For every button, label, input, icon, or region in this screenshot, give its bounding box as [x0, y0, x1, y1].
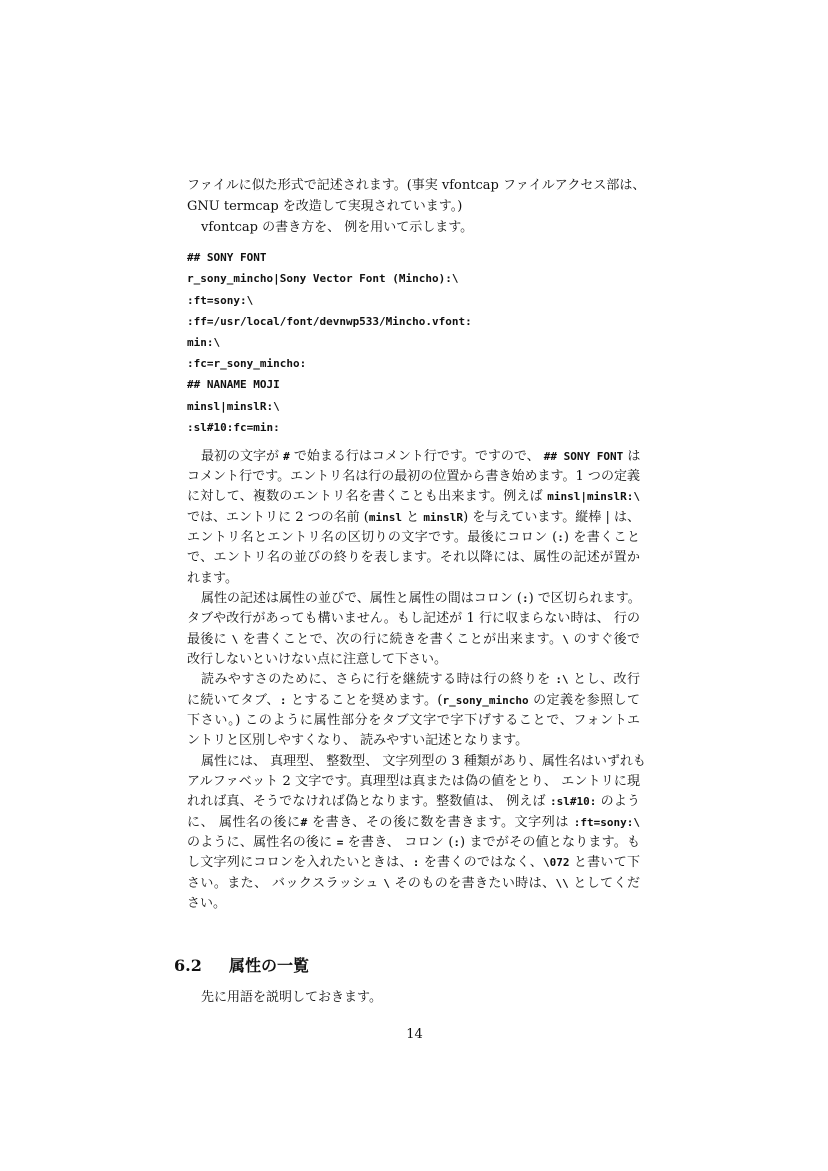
code-text: \	[562, 633, 569, 646]
paragraph-line	[187, 854, 640, 871]
text: を書き、 コロン (	[343, 835, 454, 850]
code-line: :fc=r_sony_mincho:	[187, 357, 307, 370]
paragraph-line: れます。	[187, 571, 238, 586]
text: のように、属性名の後に	[187, 835, 337, 850]
text: そのものを書きたい時は、	[389, 876, 556, 891]
code-line: ## SONY FONT	[187, 251, 267, 264]
text: 属性の記述は属性の並びで、属性と属性の間はコロン (	[201, 591, 522, 606]
paragraph-line	[187, 793, 640, 810]
text: ファイルアクセス部は、	[498, 178, 646, 193]
code-text: :	[453, 836, 461, 849]
text: ) で区切られます。	[528, 591, 641, 606]
paragraph-line	[201, 590, 640, 607]
code-line: min:\	[187, 336, 221, 349]
paragraph-line: タブや改行があっても構いません。もし記述が 1 行に収まらない時は、 行の	[187, 611, 640, 626]
text: を書き、その後に数を書きます。文字列は	[307, 815, 574, 830]
code-line: :sl#10:fc=min:	[187, 421, 280, 434]
code-text: minslR	[423, 511, 464, 524]
text: に対して、複数のエントリ名を書くことも出来ます。例えば	[187, 489, 548, 504]
code-text: \	[231, 633, 239, 646]
text: ) を書くこと	[563, 530, 640, 545]
text: と書いて下	[569, 855, 640, 870]
paragraph-line	[187, 529, 640, 546]
paragraph-line	[187, 875, 640, 892]
text: とし、改行	[568, 672, 640, 687]
paragraph-line	[201, 448, 640, 465]
section-heading	[174, 953, 309, 976]
text: れれば真、そうでなければ偽となります。整数値は、 例えば	[187, 794, 550, 809]
text: ) までがその値となります。も	[460, 835, 640, 850]
text: と	[402, 510, 424, 525]
code-line: ## NANAME MOJI	[187, 378, 280, 391]
paragraph-line: で、エントリ名の並びの終りを表します。それ以降には、属性の記述が置か	[187, 550, 640, 565]
text: に、 属性名の後に	[187, 815, 301, 830]
text: は	[623, 449, 641, 464]
paragraph-line	[187, 631, 640, 648]
text: エントリ名とエントリ名の区切りの文字です。最後にコロン (	[187, 530, 558, 545]
paragraph-line: アルファベット 2 文字です。真理型は真または偽の値をとり、 エントリに現	[187, 774, 640, 789]
code-text: r_sony_mincho	[442, 694, 529, 707]
code-line: :ft=sony:\	[187, 294, 254, 307]
code-text: :	[279, 694, 287, 707]
code-text: \	[383, 877, 390, 890]
section-title: 属性の一覧	[229, 956, 310, 975]
text: さい。また、 バックスラッシュ	[187, 876, 384, 891]
paragraph-line	[201, 671, 640, 688]
paragraph-line	[187, 509, 640, 526]
code-line: :ff=/usr/local/font/devnwp533/Mincho.vfont:	[187, 315, 472, 328]
paragraph-line: 属性には、 真理型、 整数型、 文字列型の 3 種類があり、属性名はいずれも	[201, 754, 646, 769]
paragraph-line	[187, 692, 640, 709]
text: し文字列にコロンを入れたいときは、	[187, 855, 413, 870]
text: の書き方を、 例を用いて示します。	[257, 220, 474, 235]
paragraph-line	[187, 814, 640, 831]
intro-line: GNU termcap を改造して実現されています。)	[187, 199, 463, 214]
section-number: 6.2	[174, 956, 202, 975]
text: としてくだ	[568, 876, 640, 891]
intro-line	[187, 177, 646, 194]
text: のよう	[596, 794, 640, 809]
text: とすることを奨めます。(	[286, 693, 443, 708]
text: で始まる行はコメント行です。ですので、	[289, 449, 544, 464]
text: vfontcap	[201, 220, 258, 235]
paragraph-line	[187, 488, 640, 505]
page-number: 14	[406, 1027, 423, 1042]
code-line: minsl|minslR:\	[187, 400, 280, 413]
code-text: ## SONY FONT	[543, 450, 624, 463]
text: に続いてタブ、	[187, 693, 280, 708]
text: 最後に	[187, 632, 232, 647]
code-text: minsl|minslR:\	[547, 490, 640, 503]
text: 読みやすさのために、さらに行を継続する時は行の終りを	[201, 672, 556, 687]
text: ) を与えています。縦棒 | は、	[463, 510, 641, 525]
code-text: :	[557, 531, 564, 544]
code-line: r_sony_mincho|Sony Vector Font (Mincho):\	[187, 272, 459, 285]
paragraph-line	[187, 834, 640, 851]
code-text: #	[300, 816, 308, 829]
code-text: :\	[555, 673, 569, 686]
code-text: minsl	[368, 511, 403, 524]
code-text: \072	[542, 856, 570, 869]
section-intro: 先に用語を説明しておきます。	[201, 990, 382, 1005]
text: を書くことで、次の行に続きを書くことが出来ます。	[238, 632, 563, 647]
paragraph-line: 改行しないといけない点に注意して下さい。	[187, 652, 448, 667]
code-text: \\	[555, 877, 569, 890]
code-text: :	[521, 592, 529, 605]
text: ファイルに似た形式で記述されます。(事実	[187, 178, 442, 193]
paragraph-line: コメント行です。エントリ名は行の最初の位置から書き始めます。1 つの定義	[187, 469, 640, 484]
text: では、エントリに 2 つの名前 (	[187, 510, 369, 525]
code-text: #	[283, 450, 290, 463]
text: のすぐ後で	[569, 632, 640, 647]
paragraph-line: 下さい。) このように属性部分をタブ文字で字下げすることで、フォントエ	[187, 713, 640, 728]
code-text: :ft=sony:\	[573, 816, 640, 829]
paragraph-line: さい。	[187, 896, 227, 911]
intro-line	[201, 219, 473, 236]
text: を書くのではなく、	[419, 855, 543, 870]
code-text: =	[336, 836, 344, 849]
code-text: :sl#10:	[550, 795, 597, 808]
text: 最初の文字が	[201, 449, 284, 464]
code-text: :	[412, 856, 420, 869]
text: の定義を参照して	[528, 693, 640, 708]
paragraph-line: ントリと区別しやすくなり、 読みやすい記述となります。	[187, 733, 529, 748]
text: vfontcap	[441, 178, 499, 193]
